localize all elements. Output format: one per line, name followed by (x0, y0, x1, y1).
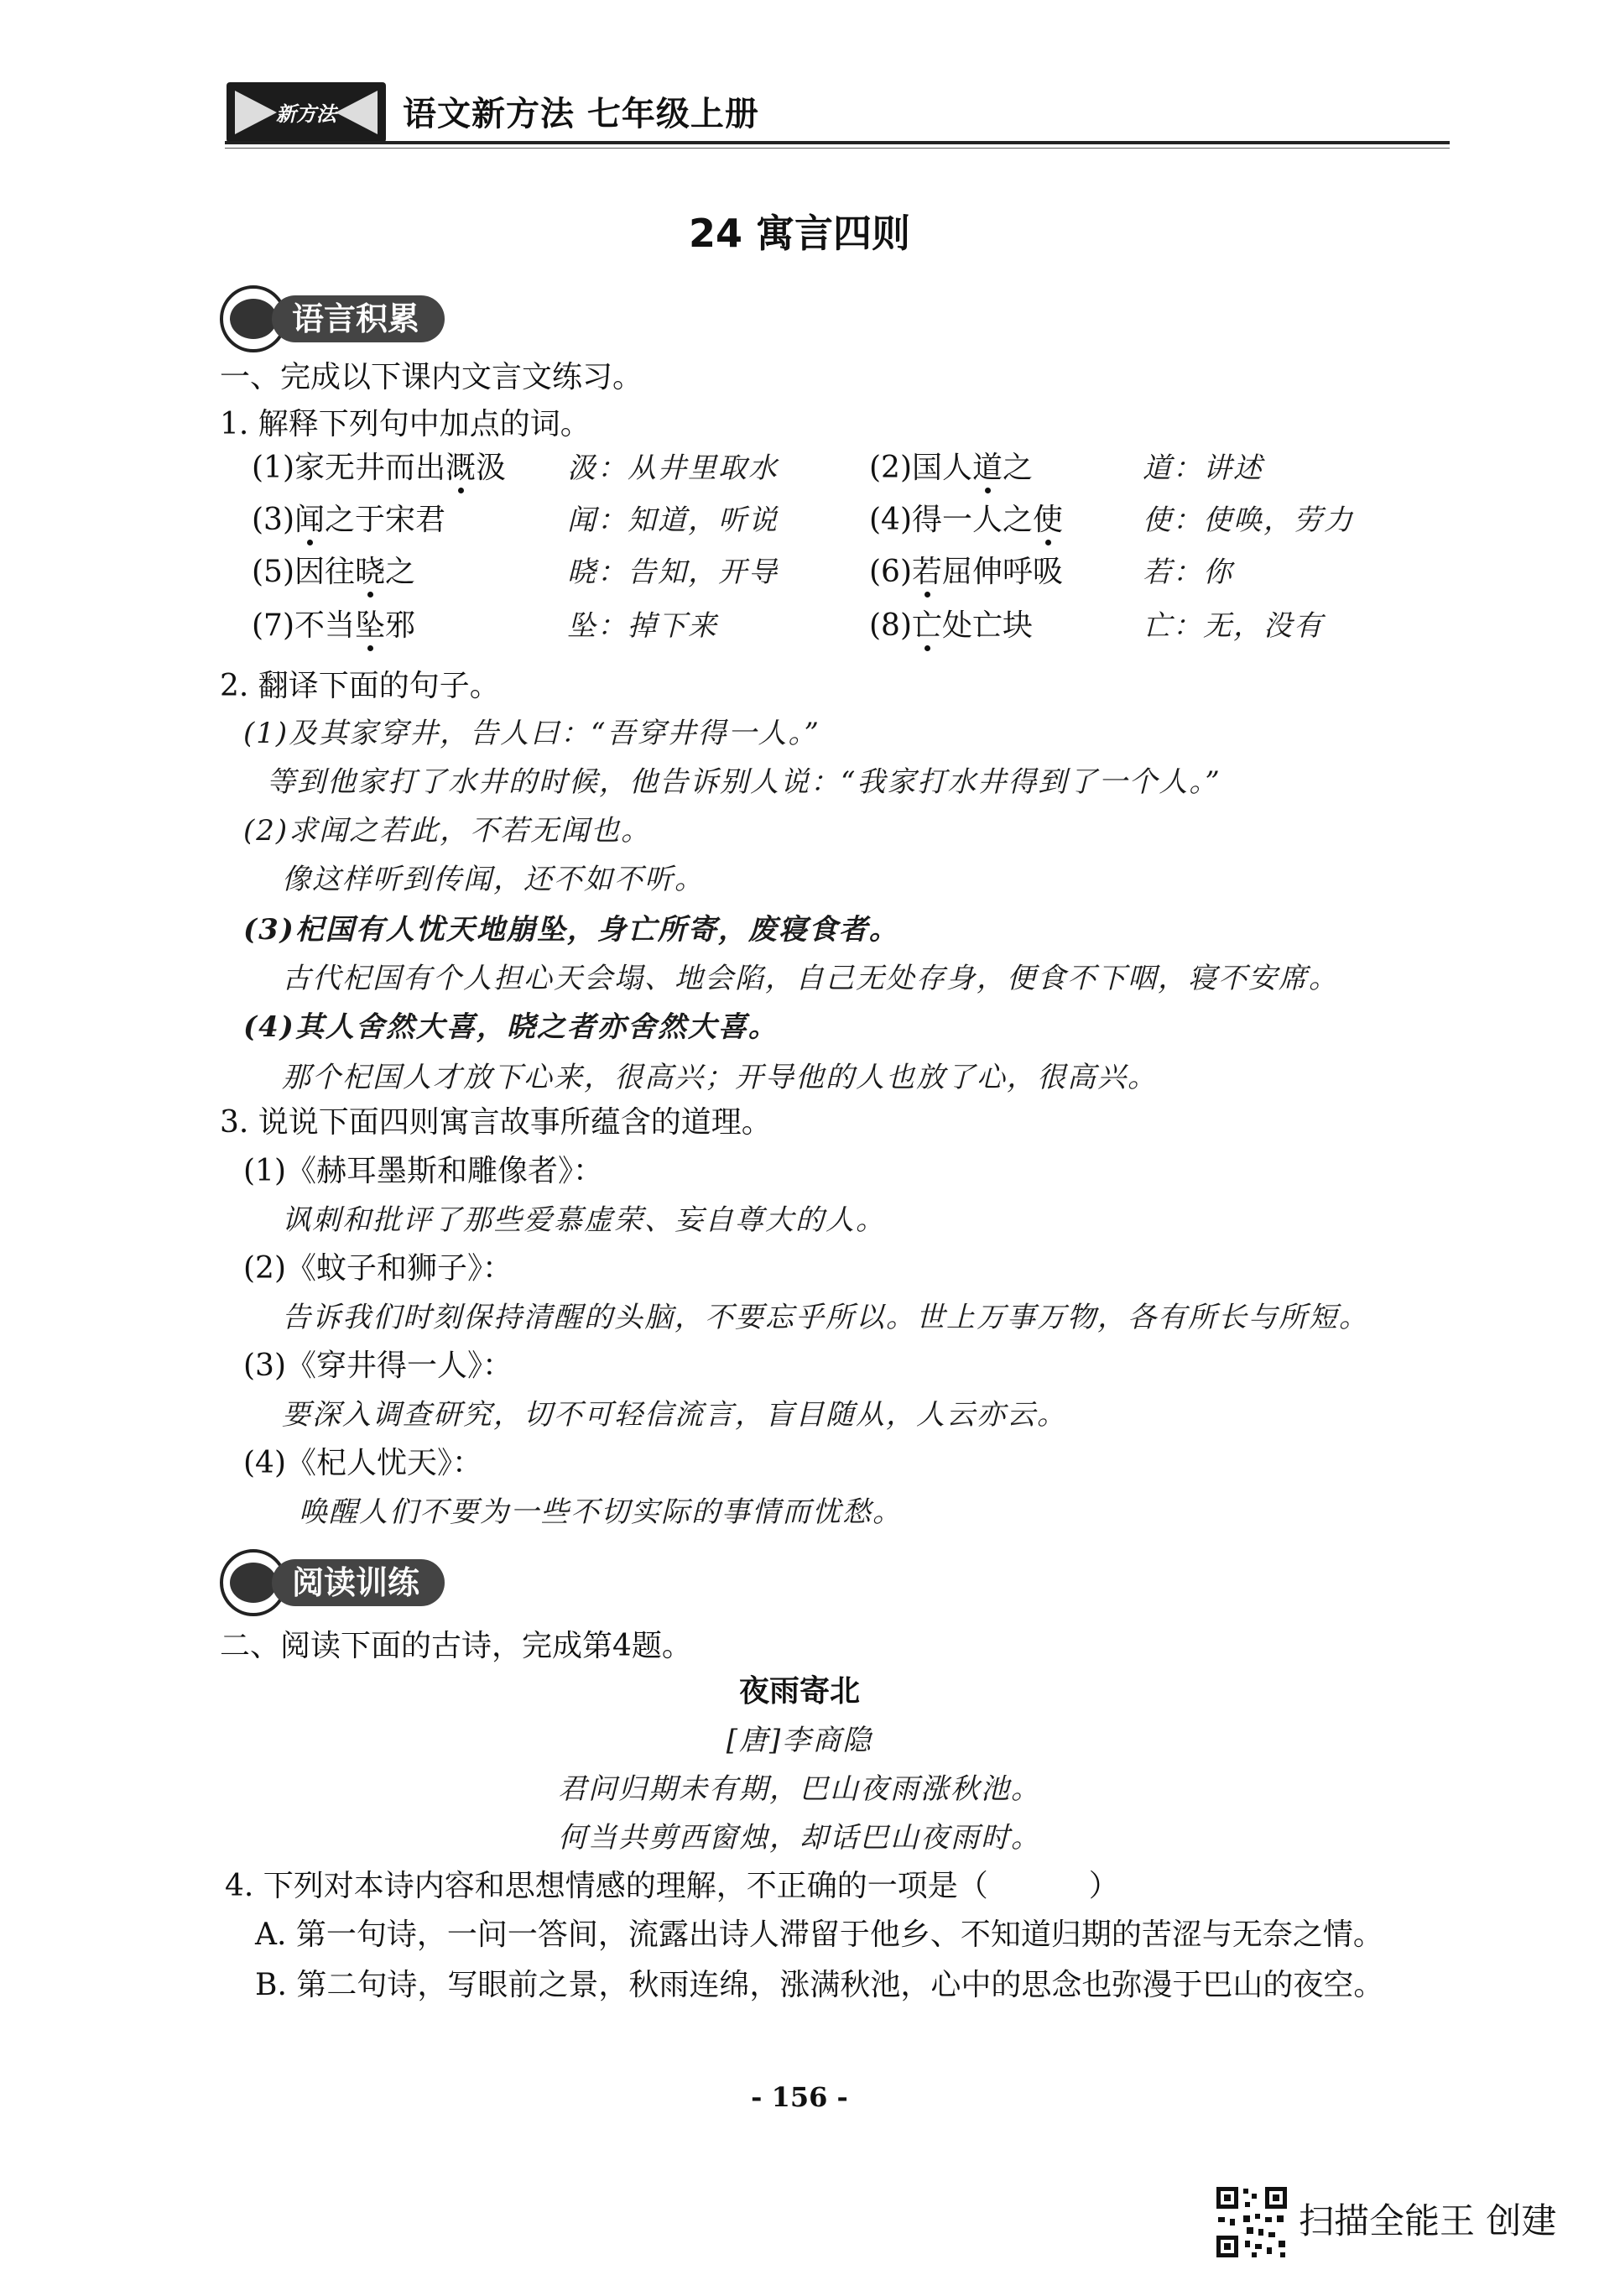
q2-source-4: (4)其人舍然大喜，晓之者亦舍然大喜。 (243, 1010, 779, 1044)
poem-title: 夜雨寄北 (738, 1674, 860, 1709)
q1-answer-2: 道：讲述 (1143, 451, 1263, 485)
q2-source-2: (2)求闻之若此，不若无闻也。 (243, 814, 652, 848)
section1-heading: 一、完成以下课内文言文练习。 (220, 360, 643, 394)
q3-prompt: 3. 说说下面四则寓言故事所蕴含的道理。 (220, 1105, 772, 1140)
q3-answer-1: 讽刺和批评了那些爱慕虚荣、妄自尊大的人。 (282, 1203, 886, 1237)
q3-answer-2: 告诉我们时刻保持清醒的头脑，不要忘乎所以。世上万事万物，各有所长与所短。 (282, 1301, 1369, 1334)
q4-option-a: A. 第一句诗，一问一答间，流露出诗人滞留于他乡、不知道归期的苦涩与无奈之情。 (255, 1918, 1383, 1952)
q3-source-4: (4)《杞人忧天》： (243, 1446, 482, 1480)
q1-answer-5: 晓：告知，开导 (567, 556, 779, 589)
book-title: 语文新方法 七年级上册 (403, 95, 759, 133)
q1-answer-8: 亡：无，没有 (1143, 609, 1324, 643)
q3-answer-4: 唤醒人们不要为一些不切实际的事情而忧愁。 (299, 1495, 903, 1529)
q1-item-3: (3)闻之于宋君 (252, 503, 446, 537)
q1-item-5: (5)因往晓之 (252, 555, 416, 589)
q1-prompt: 1. 解释下列句中加点的词。 (220, 407, 591, 441)
q3-source-2: (2)《蚊子和狮子》： (243, 1251, 513, 1286)
q3-answer-3: 要深入调查研究，切不可轻信流言，盲目随从，人云亦云。 (282, 1398, 1067, 1432)
q1-item-6: (6)若屈伸呼吸 (869, 555, 1064, 589)
poem-line-1: 君问归期未有期，巴山夜雨涨秋池。 (558, 1772, 1041, 1806)
header-rule (225, 141, 1450, 144)
q1-answer-6: 若：你 (1143, 556, 1233, 589)
q4-prompt: 4. 下列对本诗内容和思想情感的理解，不正确的一项是（ ） (225, 1869, 1119, 1903)
publisher-logo (227, 82, 386, 143)
section2-heading: 二、阅读下面的古诗，完成第4题。 (220, 1629, 692, 1663)
scanner-watermark: 扫描全能王 创建 (1299, 2200, 1557, 2241)
q3-source-1: (1)《赫耳墨斯和雕像者》： (243, 1154, 603, 1188)
badge-label: 语言积累 (272, 295, 445, 342)
q1-item-7: (7)不当坠邪 (252, 608, 416, 643)
q1-answer-7: 坠：掉下来 (567, 609, 718, 643)
q2-prompt: 2. 翻译下面的句子。 (220, 669, 500, 703)
page-number: - 156 - (751, 2081, 848, 2113)
q2-answer-1: 等到他家打了水井的时候，他告诉别人说：“我家打水井得到了一个人。” (267, 765, 1221, 799)
q1-item-2: (2)国人道之 (869, 451, 1034, 485)
q2-source-1: (1)及其家穿井，告人曰：“吾穿井得一人。” (243, 717, 820, 750)
q3-source-3: (3)《穿井得一人》： (243, 1349, 513, 1383)
q1-item-8: (8)亡处亡块 (869, 608, 1034, 643)
lesson-title: 24 寓言四则 (688, 211, 911, 256)
badge-label: 阅读训练 (272, 1559, 445, 1606)
header-rule-thin (225, 148, 1450, 149)
q2-answer-2: 像这样听到传闻，还不如不听。 (282, 863, 705, 896)
qr-code-icon (1215, 2185, 1289, 2259)
q1-answer-1: 汲：从井里取水 (567, 451, 779, 485)
q1-item-4: (4)得一人之使 (869, 503, 1064, 537)
poem-line-2: 何当共剪西窗烛，却话巴山夜雨时。 (558, 1821, 1041, 1855)
logo-text: 新方法 (276, 102, 336, 126)
q4-option-b: B. 第二句诗，写眼前之景，秋雨连绵，涨满秋池，心中的思念也弥漫于巴山的夜空。 (255, 1968, 1384, 2002)
q1-answer-3: 闻：知道，听说 (567, 504, 779, 537)
poem-author: [唐]李商隐 (726, 1724, 873, 1757)
q1-item-1: (1)家无井而出溉汲 (252, 451, 507, 485)
q2-answer-3: 古代杞国有个人担心天会塌、地会陷，自己无处存身，便食不下咽，寝不安席。 (282, 962, 1339, 995)
q1-answer-4: 使：使唤，劳力 (1143, 504, 1354, 537)
q2-answer-4: 那个杞国人才放下心来，很高兴；开导他的人也放了心，很高兴。 (282, 1061, 1158, 1094)
q2-source-3: (3)杞国有人忧天地崩坠，身亡所寄，废寝食者。 (243, 913, 899, 947)
